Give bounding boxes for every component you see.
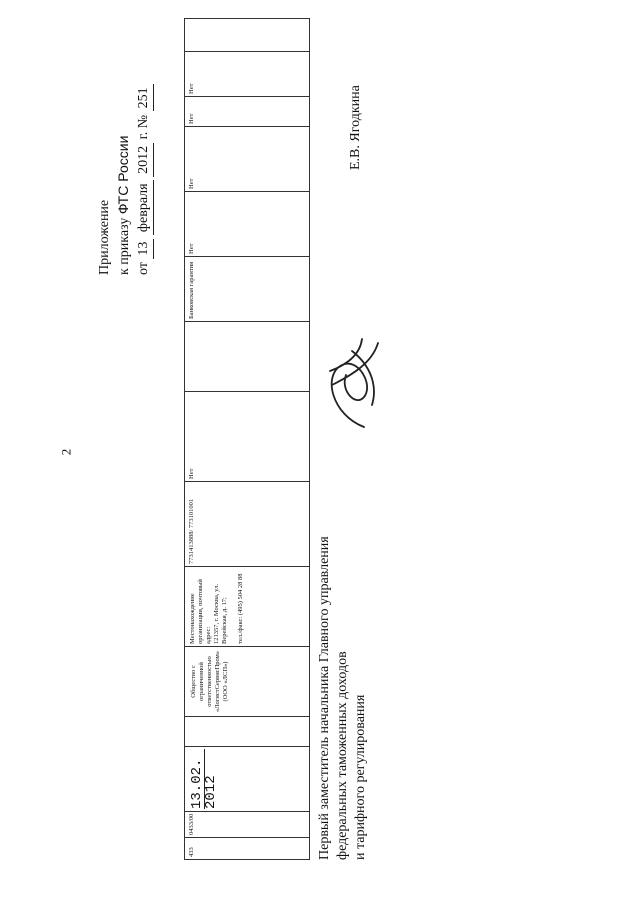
guarantee-type: Банковская гарантия: [185, 256, 309, 321]
cell-no-1: Нет: [185, 391, 309, 481]
official-line-1: Первый заместитель начальника Главного управления: [317, 536, 332, 860]
order-org: ФТС России: [115, 135, 131, 215]
cell-no-5: Нет: [185, 51, 309, 96]
rotated-sheet: [90, 20, 390, 860]
order-prefix: к приказу: [117, 214, 132, 275]
signature-icon: [312, 335, 392, 435]
order-reference: [114, 45, 134, 275]
row-number: 433: [185, 837, 309, 859]
order-date-prefix: от: [136, 262, 151, 275]
address-label: Местонахождение организации, почтовый адрес:: [189, 579, 212, 644]
date-line1: 13.02.: [191, 749, 205, 809]
official-line-3: и тарифного регулирования: [353, 694, 368, 860]
organization-name: Общество с ограниченной ответственностью «ЛогистСервисПром» (ООО «ЛСП»): [185, 646, 309, 716]
order-num-sign: №: [136, 114, 151, 129]
order-month: февраля: [134, 180, 154, 235]
phone: тел./факс: (495) 504 28 88: [237, 573, 244, 644]
registration-number: 0433/00: [185, 811, 309, 837]
date-line2: 2012: [203, 775, 219, 809]
date-cell: [185, 746, 309, 811]
order-number: 251: [134, 84, 154, 111]
empty-cell: [185, 716, 309, 746]
appendix-title: Приложение: [97, 199, 112, 275]
order-year: 2012: [134, 143, 154, 177]
empty-cell: [185, 321, 309, 391]
order-year-suffix: г.: [136, 131, 151, 140]
order-day: 13: [134, 239, 154, 259]
official-line-2: федеральных таможенных доходов: [335, 651, 350, 860]
page-number: 2: [58, 448, 74, 456]
order-date-line: [134, 45, 154, 275]
signer-name: Е.В. Ягодкина: [348, 85, 363, 170]
cell-no-3: Нет: [185, 126, 309, 191]
address-value: 121357, г. Москва, ул. Верейская, д. 17;: [213, 584, 228, 644]
appendix-header: [95, 45, 154, 275]
address-cell: [185, 566, 309, 646]
registry-table: [184, 18, 310, 860]
cell-no-2: Нет: [185, 191, 309, 256]
cell-no-4: Нет: [185, 96, 309, 126]
inn-kpp: 7731413888/ 773101001: [185, 481, 309, 566]
empty-cell: [185, 19, 309, 51]
